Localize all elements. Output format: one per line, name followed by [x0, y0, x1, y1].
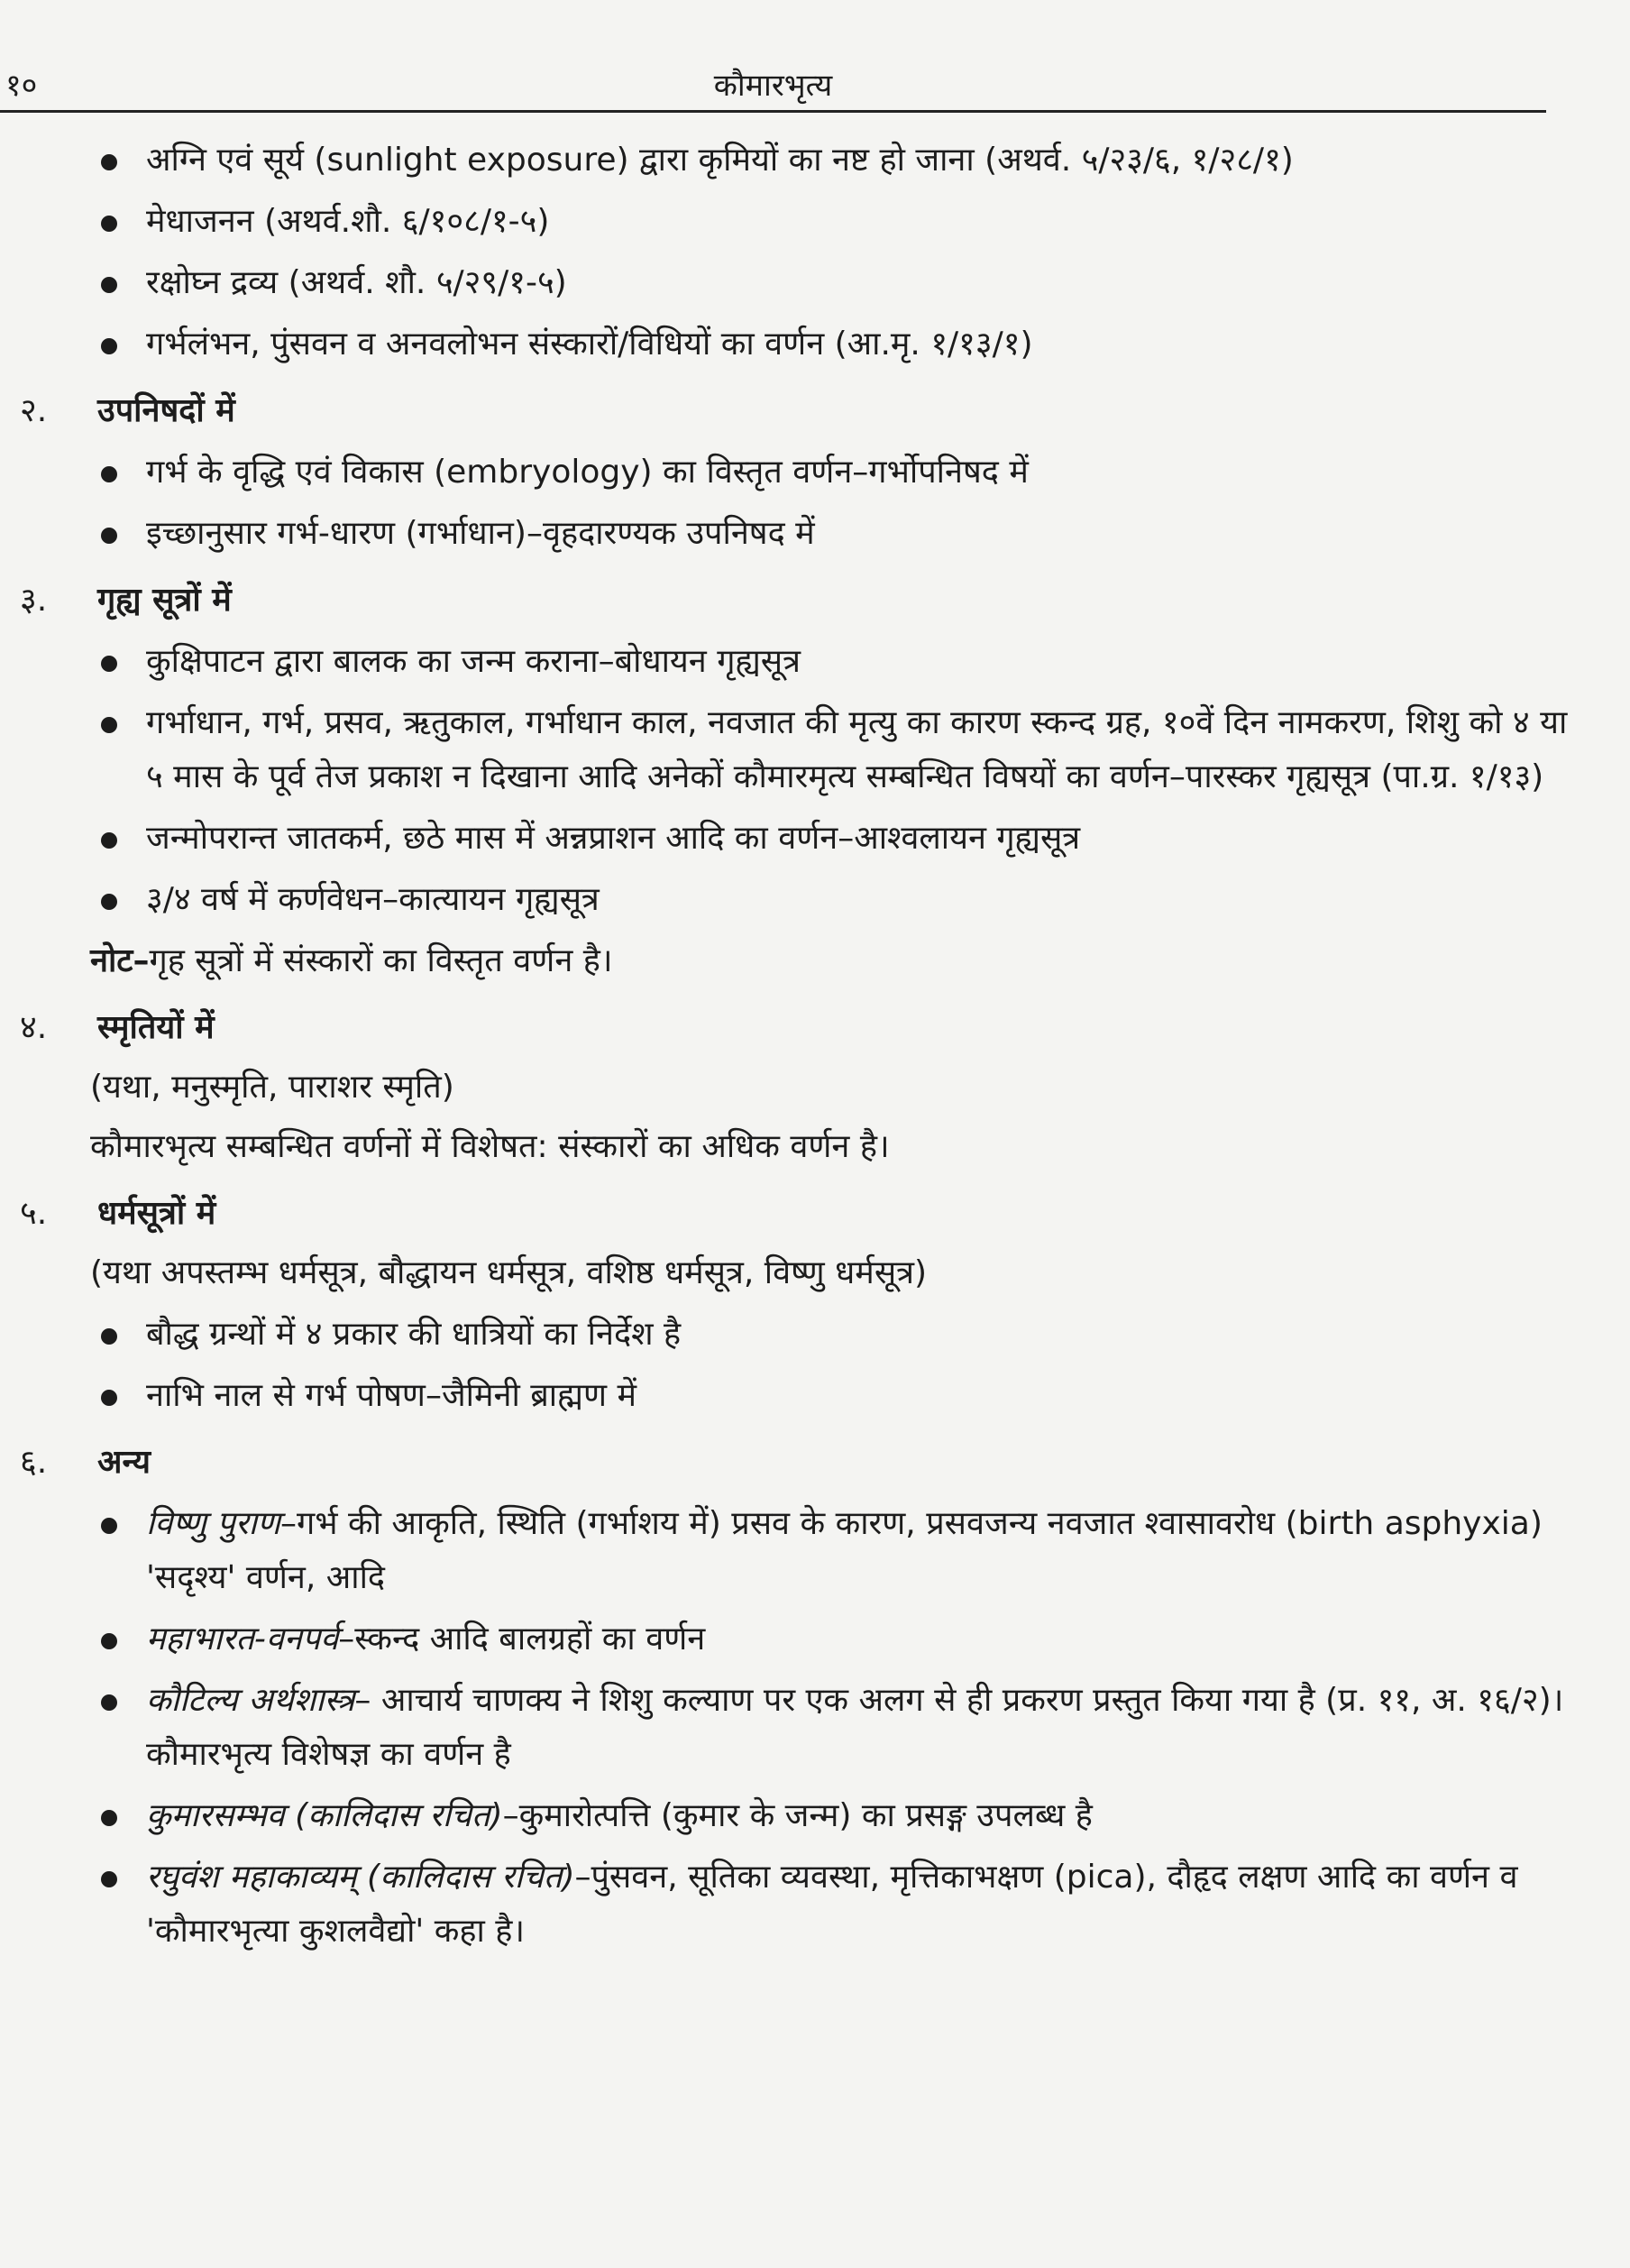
bullet-icon: [101, 338, 117, 354]
header-rule: [0, 110, 1546, 113]
paragraph: (यथा, मनुस्मृति, पाराशर स्मृति): [90, 1069, 454, 1106]
section-number: ५.: [20, 1195, 48, 1232]
list-item: मेधाजनन (अथर्व.शौ. ६/१०८/१-५): [0, 195, 1587, 249]
list-item: कुमारसम्भव (कालिदास रचित)–कुमारोत्पत्ति (कुमार के जन्म) का प्रसङ्ग उपलब्ध है: [0, 1789, 1587, 1843]
bullet-icon: [101, 1871, 117, 1887]
section-number: ३.: [20, 582, 48, 619]
note-text: गृह सूत्रों में संस्कारों का विस्तृत वर्णन है।: [149, 942, 613, 979]
note: [0, 934, 1587, 988]
section-heading-other: ६. अन्य: [0, 1436, 1587, 1490]
bullet-icon: [101, 1518, 117, 1534]
section-heading-smriti: ४. स्मृतियों में: [0, 1001, 1587, 1055]
bullet-icon: [101, 1694, 117, 1711]
bullet-icon: [101, 154, 117, 170]
list-item: जन्मोपरान्त जातकर्म, छठे मास में अन्नप्राशन आदि का वर्णन–आश्वलायन गृह्यसूत्र: [0, 812, 1587, 866]
list-item: गर्भलंभन, पुंसवन व अनवलोभन संस्कारों/विधियों का वर्णन (आ.मृ. १/१३/१): [0, 317, 1587, 372]
bullet-icon: [101, 717, 117, 733]
list-item: कुक्षिपाटन द्वारा बालक का जन्म कराना–बोधायन गृह्यसूत्र: [0, 635, 1587, 689]
source-title: महाभारत-वनपर्व: [146, 1621, 339, 1657]
bullet-icon: [101, 277, 117, 293]
section-number: ४.: [20, 1009, 48, 1046]
section-heading-upanishad: २. उपनिषदों में: [0, 384, 1587, 438]
section-number: ६.: [20, 1444, 48, 1481]
list-item: महाभारत-वनपर्व–स्कन्द आदि बालग्रहों का वर्णन: [0, 1612, 1587, 1667]
list-item: कौटिल्य अर्थशास्त्र– आचार्य चाणक्य ने शिशु कल्याण पर एक अलग से ही प्रकरण प्रस्तुत किया गया है (प्र. ११, अ. १६/२)। कौमारभृत्य विशेषज्ञ का वर्णन है: [0, 1674, 1587, 1782]
page-number: १०: [5, 68, 38, 104]
bullet-icon: [101, 1810, 117, 1826]
bullet-icon: [101, 216, 117, 232]
source-title: रघुवंश महाकाव्यम् (कालिदास रचित): [146, 1859, 575, 1896]
bullet-icon: [101, 528, 117, 544]
list-item: रघुवंश महाकाव्यम् (कालिदास रचित)–पुंसवन, सूतिका व्यवस्था, मृत्तिकाभक्षण (pica), दौहृद लक्षण आदि का वर्णन व 'कौमारभृत्या कुशलवैद्यो' कहा है।: [0, 1850, 1587, 1959]
paragraph: कौमारभृत्य सम्बन्धित वर्णनों में विशेषत: संस्कारों का अधिक वर्णन है।: [90, 1128, 890, 1165]
section-heading-grihya-sutra: ३. गृह्य सूत्रों में: [0, 574, 1587, 628]
list-item: ३/४ वर्ष में कर्णवेधन–कात्यायन गृह्यसूत्र: [0, 873, 1587, 927]
bullet-icon: [101, 832, 117, 849]
bullet-icon: [101, 1390, 117, 1406]
section-number: २.: [20, 392, 48, 429]
page-body: [0, 126, 1587, 1966]
list-item: इच्छानुसार गर्भ-धारण (गर्भाधान)–वृहदारण्यक उपनिषद में: [0, 507, 1587, 561]
running-title: कौमारभृत्य: [713, 68, 833, 104]
list-item: रक्षोघ्न द्रव्य (अथर्व. शौ. ५/२९/१-५): [0, 256, 1587, 310]
bullet-icon: [101, 1633, 117, 1649]
list-item: विष्णु पुराण–गर्भ की आकृति, स्थिति (गर्भाशय में) प्रसव के कारण, प्रसवजन्य नवजात श्वासावरोध (birth asphyxia) 'सदृश्य' वर्णन, आदि: [0, 1497, 1587, 1605]
bullet-icon: [101, 656, 117, 672]
list-item: नाभि नाल से गर्भ पोषण–जैमिनी ब्राह्मण में: [0, 1369, 1587, 1423]
source-title: कौटिल्य अर्थशास्त्र: [146, 1682, 355, 1719]
source-title: विष्णु पुराण: [146, 1505, 280, 1542]
list-item: बौद्ध ग्रन्थों में ४ प्रकार की धात्रियों का निर्देश है: [0, 1308, 1587, 1362]
list-item: गर्भ के वृद्धि एवं विकास (embryology) का विस्तृत वर्णन–गर्भोपनिषद में: [0, 445, 1587, 500]
list-item: अग्नि एवं सूर्य (sunlight exposure) द्वारा कृमियों का नष्ट हो जाना (अथर्व. ५/२३/६, १/२८/१): [0, 133, 1587, 188]
bullet-icon: [101, 1328, 117, 1345]
paragraph: (यथा अपस्तम्भ धर्मसूत्र, बौद्धायन धर्मसूत्र, वशिष्ठ धर्मसूत्र, विष्णु धर्मसूत्र): [90, 1254, 928, 1291]
note-label: नोट–: [90, 942, 150, 979]
source-title: कुमारसम्भव (कालिदास रचित): [146, 1797, 503, 1834]
page-header: [0, 56, 1546, 110]
bullet-icon: [101, 894, 117, 910]
section-heading-dharma-sutra: ५. धर्मसूत्रों में: [0, 1187, 1587, 1241]
list-item: गर्भाधान, गर्भ, प्रसव, ऋतुकाल, गर्भाधान काल, नवजात की मृत्यु का कारण स्कन्द ग्रह, १०वें दिन नामकरण, शिशु को ४ या ५ मास के पूर्व तेज प्रकाश न दिखाना आदि अनेकों कौमारमृत्य सम्बन्धित विषयों का वर्णन–पारस्कर गृह्यसूत्र (पा.ग्र. १/१३): [0, 696, 1587, 804]
bullet-icon: [101, 466, 117, 482]
